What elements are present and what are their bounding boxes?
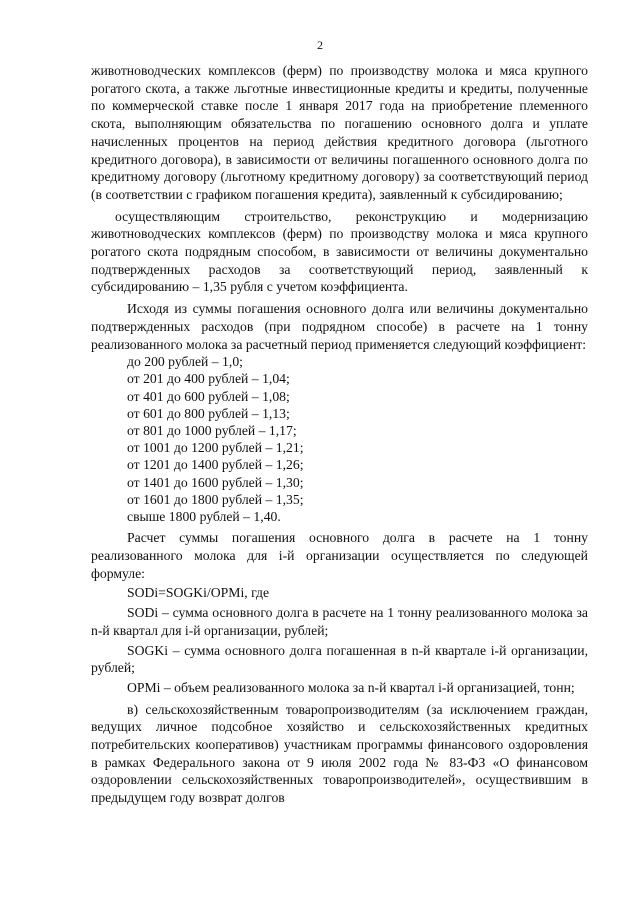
paragraph-livestock-credits: животноводческих комплексов (ферм) по производству молока и мяса крупного рогатого скота, а также льготные инвестиционные кредиты и кредиты, полученные по коммерческой ставке после 1 января 2017 года на приобретение племенного скота, выполняющим обязательства по погашению основного долга и уплате начисленных процентов на период действия кредитного договора (льготного кредитного договора), в зависимости от величины погашенного основного долга по кредитному договору (льготному кредитному договору) за соответствующий период (в соответствии с графиком погашения кредита), заявленный к субсидированию; bbox=[91, 63, 588, 202]
coefficient-item: от 1401 до 1600 рублей – 1,30; bbox=[127, 474, 304, 490]
coefficient-item: от 601 до 800 рублей – 1,13; bbox=[127, 405, 290, 421]
page-number: 2 bbox=[317, 38, 323, 52]
paragraph-construction: осуществляющим строительство, реконструкцию и модернизацию животноводческих комплексов (ферм) по производству молока и мяса крупного рогатого скота подрядным способом, в зависимости от величины документально подтвержденных расходов за соответствующий период, заявленный к субсидированию – 1,35 рубля с учетом коэффициента. bbox=[91, 208, 588, 295]
coefficient-item: от 1601 до 1800 рублей – 1,35; bbox=[127, 491, 304, 507]
document-body bbox=[91, 62, 588, 807]
coefficient-item: от 801 до 1000 рублей – 1,17; bbox=[127, 423, 297, 439]
paragraph-coefficient-intro: Исходя из суммы погашения основного долга или величины документально подтвержденных расходов (при подрядном способе) в расчете на 1 тонну реализованного молока за расчетный период применяется следующий коэффициент: bbox=[91, 301, 588, 352]
formula: SODi=SOGKi/OPMi, где bbox=[127, 585, 270, 601]
coefficient-list bbox=[91, 353, 588, 525]
coefficient-item: от 1001 до 1200 рублей – 1,21; bbox=[127, 440, 304, 456]
coefficient-item: от 1201 до 1400 рублей – 1,26; bbox=[127, 457, 304, 473]
paragraph-financial-recovery: в) сельскохозяйственным товаропроизводителям (за исключением граждан, ведущих личное подсобное хозяйство и сельскохозяйственных кредитных потребительских кооперативов) участникам программы финансового оздоровления в рамках Федерального закона от 9 июля 2002 года № 83-ФЗ «О финансовом оздоровлении сельскохозяйственных товаропроизводителей», осуществившим в предыдущем году возврат долгов bbox=[91, 701, 588, 806]
definition-opmi: OPMi – объем реализованного молока за n-й квартал i-й организацией, тонн; bbox=[127, 679, 575, 695]
definition-sodi: SODi – сумма основного долга в расчете на 1 тонну реализованного молока за n-й квартал для i-й организации, рублей; bbox=[91, 605, 588, 638]
coefficient-item: от 201 до 400 рублей – 1,04; bbox=[127, 371, 290, 387]
coefficient-item: до 200 рублей – 1,0; bbox=[127, 354, 243, 370]
paragraph-calculation: Расчет суммы погашения основного долга в расчете на 1 тонну реализованного молока для i-й организации осуществляется по следующей формуле: bbox=[91, 530, 588, 581]
coefficient-item: свыше 1800 рублей – 1,40. bbox=[127, 509, 281, 525]
definition-sogki: SOGKi – сумма основного долга погашенная в n-й квартале i-й организации, рублей; bbox=[91, 642, 588, 676]
coefficient-item: от 401 до 600 рублей – 1,08; bbox=[127, 388, 290, 404]
